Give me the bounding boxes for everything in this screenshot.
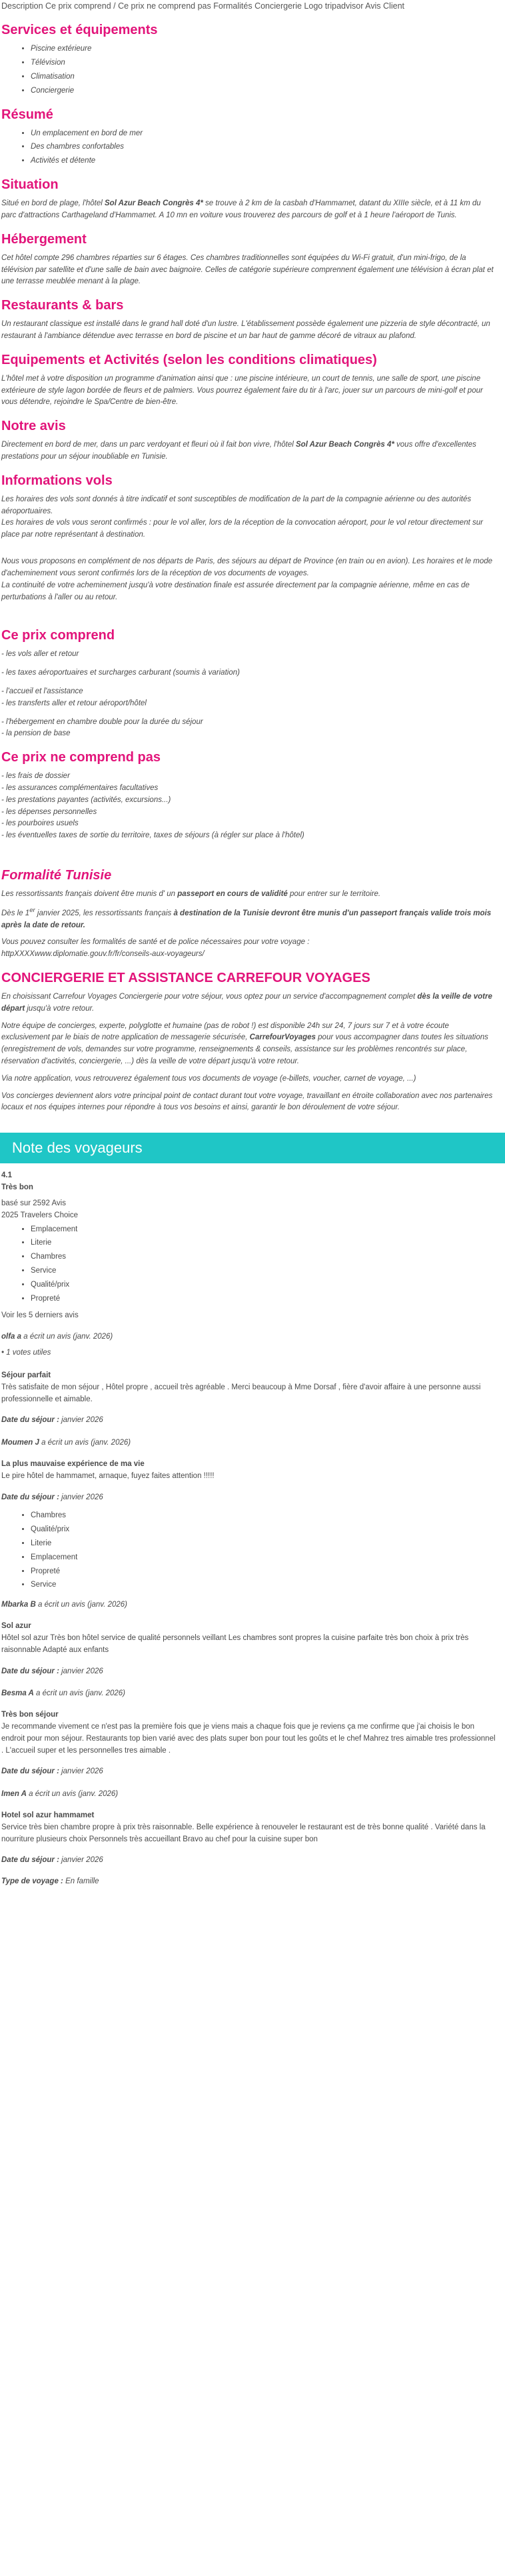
nav-link-tripadvisor-logo[interactable]: Logo tripadvisor <box>304 1 364 11</box>
review-text: Service très bien chambre propre à prix très raisonnable. Belle expérience à renouveler le restaurant est de très bonne qualité . Variété dans la nourriture plusieurs choix Personnels très accueillant Bravo au chef pour la cuisine super bon <box>1 1823 486 1843</box>
list-item: • Emplacement <box>31 1224 497 1236</box>
review-text: Hôtel sol azur Très bon hôtel service de qualité personnels veillant Les chambres sont propres la cuisine parfaite très bon choix à prix très raisonnable Adapté aux enfants <box>1 1633 469 1654</box>
conciergerie-p4: Vos concierges deviennent alors votre principal point de contact durant tout votre voyage, travaillant en étroite collaboration avec nos partenaires locaux et nos équipes internes pour répondre à tous vos besoins et ainsi, garantir le bon déroulement de votre séjour. <box>1 1091 493 1112</box>
list-item: • Conciergerie <box>31 85 497 97</box>
list-item: • Chambres <box>31 1251 497 1263</box>
review-text: Je recommande vivement ce n'est pas la première fois que je viens mais a chaque fois que je reviens ça me confirme que j'ai choisis le bon endroit pour mon séjour. Restaurants top bien varié avec des plats super bon pour tout les goûts et le chef Mahrez tres aimable tres professionnel . L'accueil super et les personnelles tres aimable . <box>1 1722 496 1755</box>
informations-title: Informations vols <box>1 473 113 488</box>
list-item: • Literie <box>31 1237 497 1249</box>
review-author: olfa a <box>1 1333 22 1341</box>
review-votes: • 1 votes utiles <box>1 1349 51 1357</box>
review-item: olfa a a écrit un avis (janv. 2026) • 1 votes utiles Séjour parfait Très satisfaite de mon séjour , Hôtel propre , accueil très agréable . Merci beaucoup à Mme Dorsaf , fière d'avoir affaire à une personne aussi professionnelle et aimable. Date du séjour : janvier 2026 <box>1 1331 497 1427</box>
rating-award: 2025 Travelers Choice <box>1 1211 79 1219</box>
resume-title: Résumé <box>1 107 53 122</box>
review-title: Hotel sol azur hammamet <box>1 1811 95 1820</box>
conciergerie-p2: Notre équipe de concierges, experte, polyglotte et humaine (pas de robot !) est disponible 24h sur 24, 7 jours sur 7 et à votre écoute exclusivement par le biais de notre application de messagerie sécurisée, CarrefourVoyages pour vous accompagner dans toutes les situations (enregistrement de vols, demandes sur votre programme, renseignements & conseils, assistance sur les problèmes rencontrés sur place, réservation d'activités, conciergerie, ...) dès la veille de votre départ jusqu'à votre retour. <box>1 1021 488 1066</box>
list-item: • Service <box>31 1265 497 1277</box>
review-author: Imen A <box>1 1790 27 1799</box>
services-title: Services et équipements <box>1 23 158 38</box>
formalite-p1: Les ressortissants français doivent être munis d' un passeport en cours de validité pour entrer sur le territoire. <box>1 890 381 899</box>
list-item: - la pension de base <box>1 729 71 738</box>
list-item: - les transferts aller et retour aéroport/hôtel <box>1 699 147 707</box>
review-item: Imen A a écrit un avis (janv. 2026) Hotel sol azur hammamet Service très bien chambre propre à prix très raisonnable. Belle expérience à renouveler le restaurant est de très bonne qualité . Variété dans la nourriture plusieurs choix Personnels très accueillant Bravo au chef pour la cuisine super bon Date du séjour : janvier 2026 Type de voyage : En famille <box>1 1789 497 1888</box>
restaurants-text: Un restaurant classique est installé dans le grand hall doté d'un lustre. L'établissement possède également une pizzeria de style décontracté, un restaurant à l'ambiance détendue avec terrasse en bord de piscine et un bar haut de gamme décoré de vitraux au plafond. <box>1 320 490 340</box>
hebergement-text: Cet hôtel compte 296 chambres réparties sur 6 étages. Ces chambres traditionnelles sont équipées du Wi-Fi gratuit, d'un mini-frigo, de la télévision par satellite et d'une salle de bain avec baignoire. Celles de catégorie supérieure comprennent également une télévision à écran plat et une terrasse meublée menant à la plage. <box>1 253 494 286</box>
situation-title: Situation <box>1 177 59 193</box>
rating-score: 4.1 <box>1 1171 12 1180</box>
restaurants-title: Restaurants & bars <box>1 298 124 313</box>
review-title: La plus mauvaise expérience de ma vie <box>1 1459 145 1468</box>
list-item: • Climatisation <box>31 71 497 83</box>
list-item: - l'hébergement en chambre double pour la durée du séjour <box>1 717 203 726</box>
list-item: - les assurances complémentaires facultatives <box>1 784 159 792</box>
list-item: - l'accueil et l'assistance <box>1 687 83 695</box>
list-item: - les prestations payantes (activités, excursions...) <box>1 795 171 804</box>
formalite-title: Formalité Tunisie <box>1 868 112 883</box>
list-item: - les pourboires usuels <box>1 819 79 828</box>
list-item: • Service <box>31 1579 497 1591</box>
activites-title: Equipements et Activités (selon les conditions climatiques) <box>1 352 377 367</box>
review-item: Mbarka B a écrit un avis (janv. 2026) Sol azur Hôtel sol azur Très bon hôtel service de qualité personnels veillant Les chambres sont propres la cuisine parfaite très bon choix à prix très raisonnable Adapté aux enfants Date du séjour : janvier 2026 <box>1 1599 497 1677</box>
list-item: • Des chambres confortables <box>31 141 497 153</box>
notre-avis-text: Directement en bord de mer, dans un parc verdoyant et fleuri où il fait bon vivre, l'hôtel Sol Azur Beach Congrès 4* vous offre d'excellentes prestations pour un séjour inoubliable en Tunisie. <box>1 441 476 461</box>
list-item: - les vols aller et retour <box>1 650 79 659</box>
services-list <box>1 43 497 97</box>
reviews-section <box>0 1170 505 1888</box>
activites-text: L'hôtel met à votre disposition un programme d'animation ainsi que : une piscine intérieure, un court de tennis, une salle de sport, une piscine extérieure de style lagon bordée de fleurs et de palmiers. Vous pourrez également faire du tir à l'arc, jouer sur un parcours de mini-golf et pour vous détendre, rejoindre le Spa/Centre de bien-être. <box>1 374 483 407</box>
review-author: Mbarka B <box>1 1601 36 1609</box>
formalite-p3: Vous pouvez consulter les formalités de santé et de police nécessaires pour votre voyage : <box>1 938 310 947</box>
conciergerie-title: CONCIERGERIE ET ASSISTANCE CARREFOUR VOYAGES <box>1 970 370 985</box>
conciergerie-p3: Via notre application, vous retrouverez également tous vos documents de voyage (e-billets, voucher, carnet de voyage, ...) <box>1 1074 416 1083</box>
informations-p2: Les horaires de vols vous seront confirmés : pour le vol aller, lors de la réception de la convocation aéroport, pour le vol retour directement sur place par notre représentant à destination. <box>1 519 483 539</box>
rating-label: Très bon <box>1 1183 33 1192</box>
list-item: - les taxes aéroportuaires et surcharges carburant (soumis à variation) <box>1 669 240 677</box>
list-item: • Un emplacement en bord de mer <box>31 128 497 140</box>
comprend-title: Ce prix comprend <box>1 628 115 643</box>
top-navigation <box>1 0 497 13</box>
review-item: Besma A a écrit un avis (janv. 2026) Très bon séjour Je recommande vivement ce n'est pas la première fois que je viens mais a chaque fois que je reviens ça me confirme que j'ai choisis le bon endroit pour mon séjour. Restaurants top bien varié avec des plats super bon pour tout les goûts et le chef Mahrez tres aimable tres professionnel . L'accueil super et les personnelles tres aimable . Date du séjour : janvier 2026 <box>1 1688 497 1778</box>
notre-avis-title: Notre avis <box>1 419 66 434</box>
ne-comprend-title: Ce prix ne comprend pas <box>1 750 161 765</box>
list-item: • Emplacement <box>31 1552 497 1564</box>
list-item: - les frais de dossier <box>1 772 70 781</box>
review-criteria-list <box>1 1510 497 1591</box>
list-item: • Télévision <box>31 57 497 69</box>
see-last-reviews-link[interactable]: Voir les 5 derniers avis <box>1 1311 79 1320</box>
review-text: Très satisfaite de mon séjour , Hôtel propre , accueil très agréable . Merci beaucoup à Mme Dorsaf , fière d'avoir affaire à une personne aussi professionnelle et aimable. <box>1 1383 481 1403</box>
informations-p3: Nous vous proposons en complément de nos départs de Paris, des séjours au départ de Province (en train ou en avion). Les horaires et le mode d'acheminement vous seront confirmés lors de la réception de vos documents de voyages. <box>1 557 493 577</box>
review-item: Moumen J a écrit un avis (janv. 2026) La plus mauvaise expérience de ma vie Le pire hôtel de hammamet, arnaque, fuyez faites attention !!!!! Date du séjour : janvier 2026 • Chambres • Qualité/prix • Literie • Emplacement • Propreté • Service <box>1 1437 497 1591</box>
nav-link-description[interactable]: Description <box>1 1 43 11</box>
situation-text: Situé en bord de plage, l'hôtel Sol Azur Beach Congrès 4* se trouve à 2 km de la casbah d'Hammamet, datant du XIIIe siècle, et à 11 km du parc d'attractions Carthageland d'Hammamet. A 10 mn en voiture vous trouverez des parcours de golf et à 1 heure l'aéroport de Tunis. <box>1 199 481 219</box>
informations-p4: La continuité de votre acheminement jusqu'à votre destination finale est assurée directement par la compagnie aérienne, même en cas de perturbations à l'aller ou au retour. <box>1 581 470 601</box>
rating-based-on: basé sur 2592 Avis <box>1 1199 66 1207</box>
list-item: • Piscine extérieure <box>31 43 497 55</box>
resume-list <box>1 128 497 167</box>
list-item: • Propreté <box>31 1293 497 1305</box>
review-author: Moumen J <box>1 1439 39 1447</box>
review-title: Très bon séjour <box>1 1711 59 1719</box>
nav-link-price[interactable]: Ce prix comprend / Ce prix ne comprend pas <box>45 1 211 11</box>
informations-p1: Les horaires des vols sont donnés à titre indicatif et sont susceptibles de modification de la part de la compagnie aérienne ou des autorités aéroportuaires. <box>1 495 472 515</box>
list-item: • Qualité/prix <box>31 1279 497 1291</box>
nav-link-formalities[interactable]: Formalités <box>213 1 252 11</box>
list-item: • Chambres <box>31 1510 497 1522</box>
review-author: Besma A <box>1 1689 34 1698</box>
nav-link-concierge[interactable]: Conciergerie <box>254 1 302 11</box>
rating-criteria-list <box>1 1224 497 1305</box>
formalite-p2: Dès le 1er janvier 2025, les ressortissants français à destination de la Tunisie devront être munis d'un passeport français valide trois mois après la date de retour. <box>1 906 492 929</box>
list-item: • Activités et détente <box>31 155 497 167</box>
nav-link-reviews[interactable]: Avis Client <box>365 1 404 11</box>
hebergement-title: Hébergement <box>1 231 87 247</box>
list-item: • Qualité/prix <box>31 1524 497 1536</box>
list-item: - les éventuelles taxes de sortie du territoire, taxes de séjours (à régler sur place à l'hôtel) <box>1 831 304 840</box>
review-title: Sol azur <box>1 1622 31 1631</box>
list-item: - les dépenses personnelles <box>1 807 97 816</box>
review-title: Séjour parfait <box>1 1371 51 1379</box>
list-item: • Propreté <box>31 1566 497 1578</box>
review-text: Le pire hôtel de hammamet, arnaque, fuyez faites attention !!!!! <box>1 1471 215 1480</box>
formalite-link[interactable]: httpXXXXwww.diplomatie.gouv.fr/fr/conseils-aux-voyageurs/ <box>1 950 205 959</box>
list-item: • Literie <box>31 1538 497 1550</box>
conciergerie-p1: En choisissant Carrefour Voyages Conciergerie pour votre séjour, vous optez pour un service d'accompagnement complet dès la veille de votre départ jusqu'à votre retour. <box>1 992 492 1013</box>
notes-banner: Note des voyageurs <box>0 1133 505 1163</box>
